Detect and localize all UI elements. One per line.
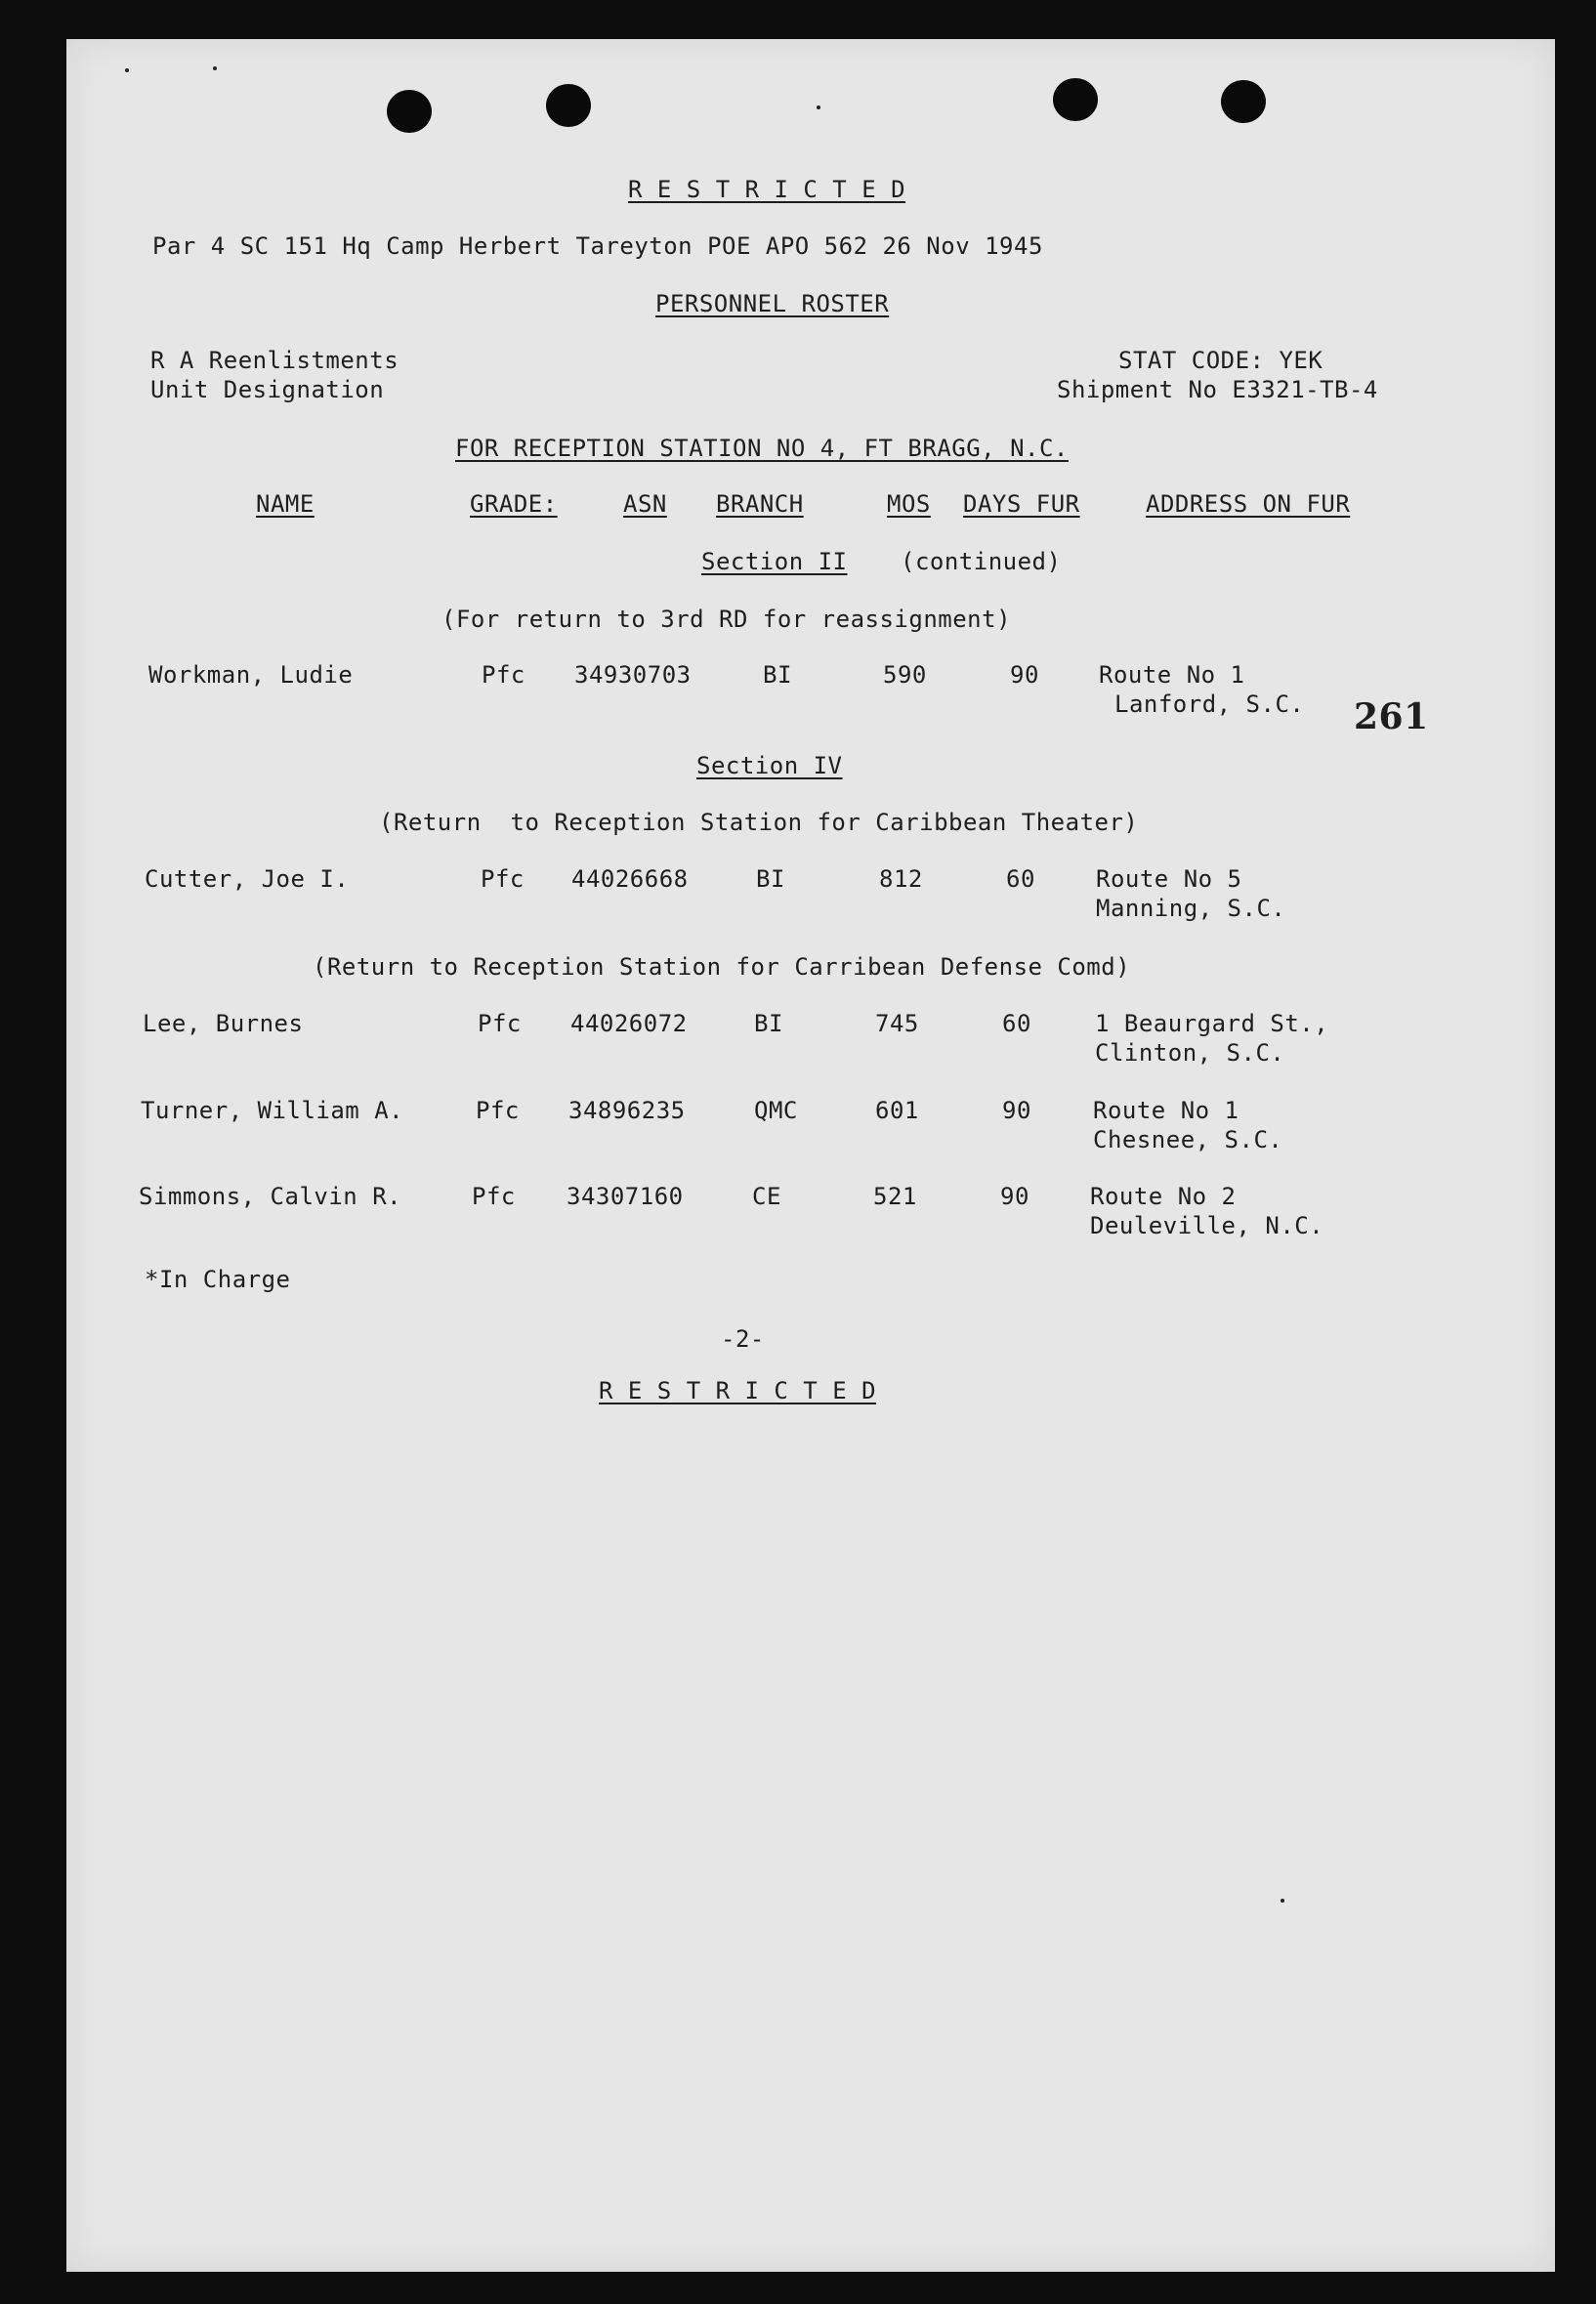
page-number: -2- [721,1325,765,1353]
row-asn: 34307160 [567,1183,684,1210]
stat-code: STAT CODE: YEK [1118,347,1323,374]
row-branch: QMC [754,1097,798,1124]
in-charge-note: *In Charge [145,1266,291,1293]
row-asn: 44026072 [570,1010,688,1037]
punch-hole [387,90,432,133]
document-page [66,39,1555,2272]
row-name: Simmons, Calvin R. [139,1183,402,1210]
unit-reenlistments: R A Reenlistments [150,347,399,374]
col-address: ADDRESS ON FUR [1146,490,1351,518]
row-address-1: Route No 5 [1096,865,1242,893]
punch-hole [546,84,591,127]
row-address-1: 1 Beaurgard St., [1095,1010,1329,1037]
row-days: 90 [1010,661,1039,689]
row-branch: BI [754,1010,783,1037]
section-ii-note: (For return to 3rd RD for reassignment) [441,606,1012,633]
paragraph-reference: Par 4 SC 151 Hq Camp Herbert Tareyton POE APO 562 26 Nov 1945 [152,232,1043,260]
row-grade: Pfc [472,1183,516,1210]
row-grade: Pfc [481,865,525,893]
row-days: 60 [1002,1010,1031,1037]
row-name: Cutter, Joe I. [145,865,350,893]
col-branch: BRANCH [716,490,804,518]
unit-designation: Unit Designation [150,376,385,403]
row-asn: 44026668 [571,865,689,893]
row-mos: 745 [875,1010,919,1037]
row-mos: 812 [879,865,923,893]
row-name: Turner, William A. [141,1097,404,1124]
row-days: 90 [1000,1183,1029,1210]
col-mos: MOS [887,490,931,518]
section-ii-title: Section II [701,548,848,575]
stamped-page-number: 261 [1354,696,1429,737]
row-grade: Pfc [478,1010,522,1037]
col-asn: ASN [623,490,667,518]
dust-speck [125,68,129,72]
row-name: Lee, Burnes [143,1010,304,1037]
restricted-header: R E S T R I C T E D [628,176,906,203]
row-grade: Pfc [482,661,525,689]
row-branch: CE [752,1183,781,1210]
dust-speck [817,105,820,109]
row-address-1: Route No 1 [1099,661,1245,689]
row-asn: 34896235 [568,1097,686,1124]
row-branch: BI [756,865,785,893]
row-address-2: Clinton, S.C. [1095,1039,1285,1067]
row-address-1: Route No 2 [1090,1183,1237,1210]
restricted-footer: R E S T R I C T E D [599,1377,877,1404]
punch-hole [1053,78,1098,121]
section-iv-title: Section IV [696,752,843,779]
row-days: 60 [1006,865,1035,893]
reception-station-line: FOR RECEPTION STATION NO 4, FT BRAGG, N.C. [455,435,1069,462]
dust-speck [1281,1899,1284,1903]
row-mos: 590 [883,661,927,689]
roster-title: PERSONNEL ROSTER [655,290,890,317]
shipment-number: Shipment No E3321-TB-4 [1057,376,1378,403]
col-grade: GRADE: [470,490,558,518]
row-branch: BI [763,661,792,689]
row-days: 90 [1002,1097,1031,1124]
row-grade: Pfc [476,1097,520,1124]
row-name: Workman, Ludie [148,661,354,689]
row-address-2: Deuleville, N.C. [1090,1212,1324,1239]
row-address-2: Lanford, S.C. [1114,691,1305,718]
section-iv-defense-note: (Return to Reception Station for Carribean Defense Comd) [313,953,1131,981]
col-name: NAME [256,490,315,518]
col-days-fur: DAYS FUR [963,490,1080,518]
row-address-1: Route No 1 [1093,1097,1239,1124]
punch-hole [1221,80,1266,123]
row-mos: 601 [875,1097,919,1124]
row-asn: 34930703 [574,661,692,689]
dust-speck [213,66,217,70]
row-mos: 521 [873,1183,917,1210]
section-iv-note: (Return to Reception Station for Caribbean Theater) [379,809,1139,836]
row-address-2: Manning, S.C. [1096,895,1286,922]
section-ii-continued: (continued) [901,548,1062,575]
row-address-2: Chesnee, S.C. [1093,1126,1283,1153]
